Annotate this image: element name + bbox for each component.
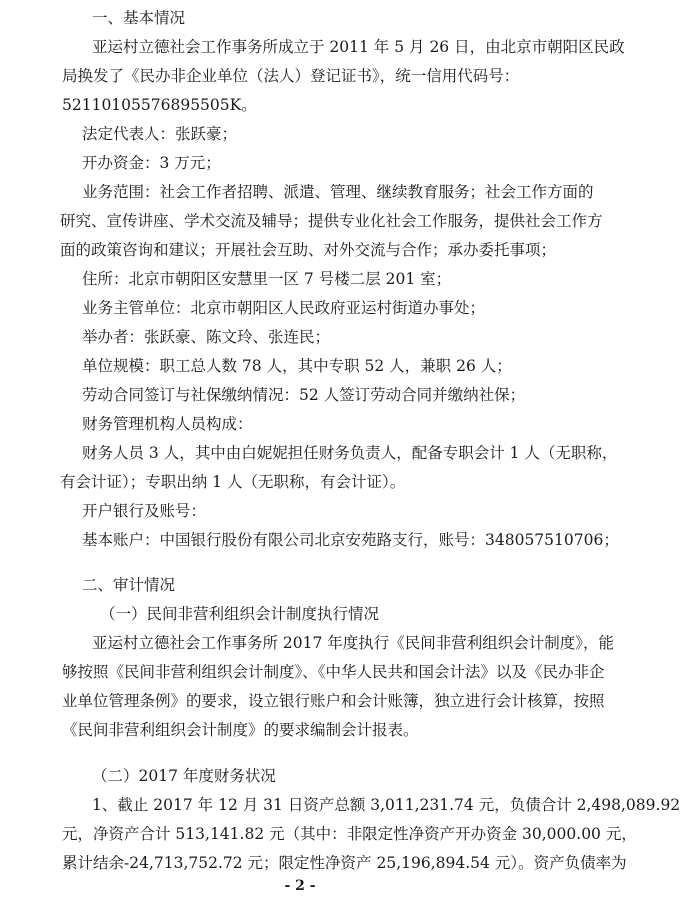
subsection-2-title: （二）2017 年度财务状况 xyxy=(92,767,276,785)
supervisor: 业务主管单位：北京市朝阳区人民政府亚运村街道办事处； xyxy=(82,299,486,317)
subsection-1-line-3: 业单位管理条例》的要求，设立银行账户和会计账簿，独立进行会计核算，按照 xyxy=(62,692,605,710)
organization-scale: 单位规模：职工总人数 78 人，其中专职 52 人，兼职 26 人； xyxy=(82,357,512,375)
business-scope-line-3: 面的政策咨询和建议；开展社会互助、对外交流与合作；承办委托事项； xyxy=(60,241,557,259)
subsection-1-title: （一）民间非营利组织会计制度执行情况 xyxy=(100,605,380,623)
subsection-1-line-2: 够按照《民间非营利组织会计制度》、《中华人民共和国会计法》以及《民办非企 xyxy=(62,663,605,681)
subsection-2-line-3: 累计结余-24,713,752.72 元；限定性净资产 25,196,894.54 元）。资产负债率为 xyxy=(62,854,627,872)
organizers: 举办者：张跃豪、陈文玲、张连民； xyxy=(82,328,331,346)
address: 住所：北京市朝阳区安慧里一区 7 号楼二层 201 室； xyxy=(82,270,452,288)
section-2-heading: 二、审计情况 xyxy=(82,576,176,594)
intro-line-3: 52110105576895505K。 xyxy=(62,96,257,114)
labor-contracts: 劳动合同签订与社保缴纳情况：52 人签订劳动合同并缴纳社保； xyxy=(82,386,526,404)
subsection-2-line-2: 元，净资产合计 513,141.82 元（其中：非限定性净资产开办资金 30,000.00 元， xyxy=(62,825,637,843)
bank-account: 基本账户：中国银行股份有限公司北京安苑路支行，账号：348057510706； xyxy=(82,531,619,549)
intro-line-1: 亚运村立德社会工作事务所成立于 2011 年 5 月 26 日，由北京市朝阳区民政 xyxy=(92,38,625,56)
business-scope-line-2: 研究、宣传讲座、学术交流及辅导；提供专业化社会工作服务，提供社会工作方 xyxy=(60,212,603,230)
section-1-heading: 一、基本情况 xyxy=(92,9,186,27)
registered-capital: 开办资金：3 万元； xyxy=(82,154,221,172)
subsection-1-line-1: 亚运村立德社会工作事务所 2017 年度执行《民间非营利组织会计制度》，能 xyxy=(92,634,615,652)
bank-title: 开户银行及账号： xyxy=(82,502,207,520)
finance-staff-line-1: 财务人员 3 人，其中由白妮妮担任财务负责人，配备专职会计 1 人（无职称， xyxy=(82,444,618,462)
intro-line-2: 局换发了《民办非企业单位（法人）登记证书》，统一信用代码号： xyxy=(62,67,520,85)
legal-representative: 法定代表人：张跃豪； xyxy=(82,125,238,143)
subsection-1-line-4: 《民间非营利组织会计制度》的要求编制会计报表。 xyxy=(62,721,419,739)
business-scope-line-1: 业务范围：社会工作者招聘、派遣、管理、继续教育服务；社会工作方面的 xyxy=(82,183,594,201)
finance-staff-title: 财务管理机构人员构成： xyxy=(82,415,253,433)
finance-staff-line-2: 有会计证）；专职出纳 1 人（无职称，有会计证）。 xyxy=(60,473,406,491)
subsection-2-line-1: 1、截止 2017 年 12 月 31 日资产总额 3,011,231.74 元，负债合计 2,498,089.92 xyxy=(92,796,680,814)
page-number: - 2 - xyxy=(284,878,316,894)
